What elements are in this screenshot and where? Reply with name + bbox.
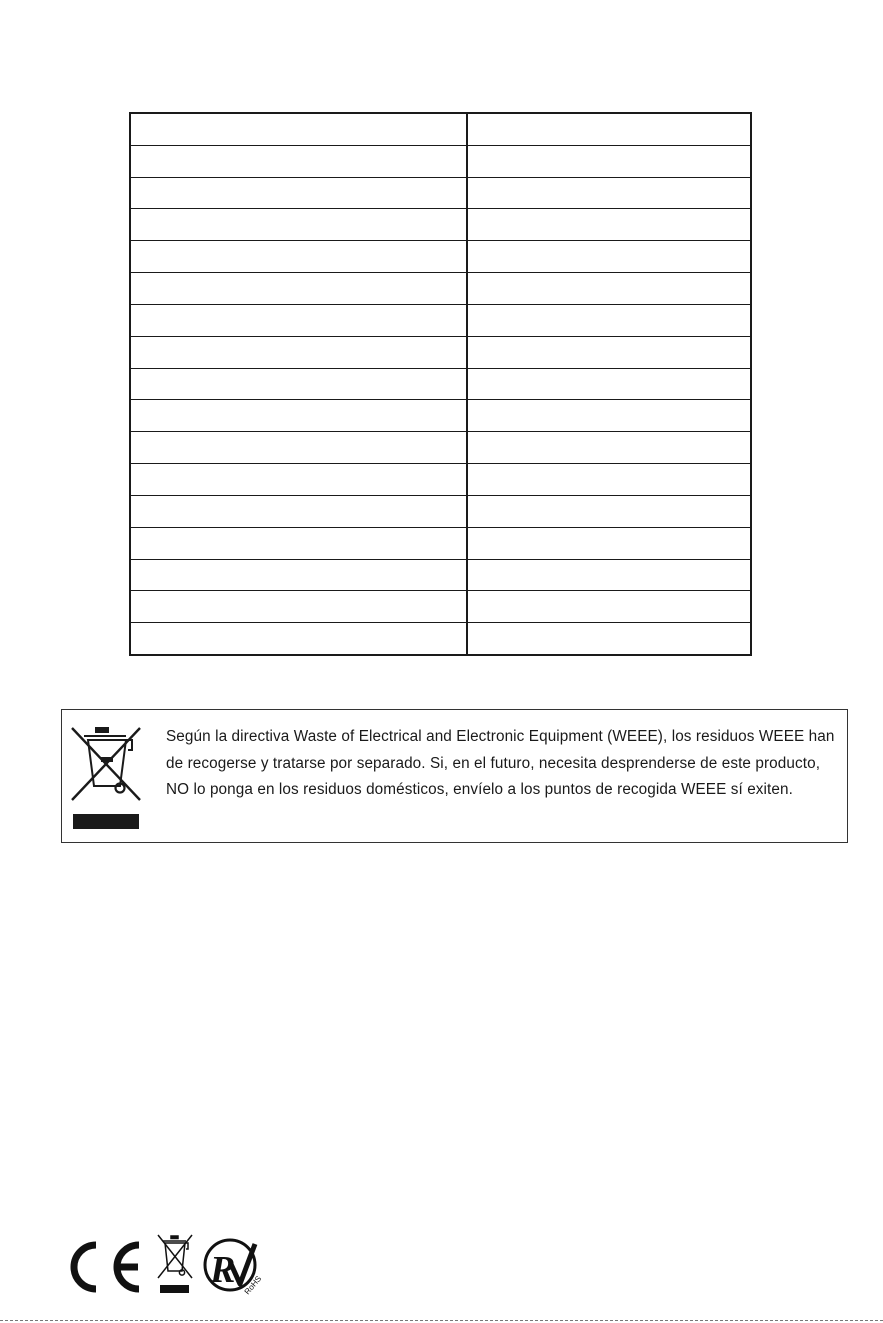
table-cell-label [131,178,468,209]
table-row [131,464,750,496]
table-cell-value [468,241,750,272]
table-cell-label [131,432,468,463]
table-cell-value [468,114,750,145]
table-row [131,432,750,464]
table-cell-value [468,591,750,622]
table-row [131,273,750,305]
weee-notice-text: Según la directiva Waste of Electrical and Electronic Equipment (WEEE), los residuos WEEE han de recogerse y tratarse por separado. Si, en el futuro, necesita desprenderse de este producto, NO lo ponga en los residuos domésticos, envíelo a los puntos de recogida WEEE sí exiten. [166,728,835,798]
table-cell-value [468,623,750,654]
table-cell-label [131,496,468,527]
table-cell-label [131,560,468,591]
table-cell-label [131,623,468,654]
table-cell-value [468,432,750,463]
rohs-mark-icon [205,1240,263,1296]
certification-marks [64,1234,284,1300]
table-cell-value [468,369,750,400]
table-row [131,241,750,273]
table-cell-label [131,273,468,304]
table-row [131,146,750,178]
table-row [131,209,750,241]
table-cell-value [468,209,750,240]
ce-mark-icon [74,1245,139,1289]
spec-table [129,112,752,656]
table-row [131,178,750,210]
table-cell-value [468,528,750,559]
table-cell-value [468,146,750,177]
table-cell-label [131,369,468,400]
table-row [131,369,750,401]
table-cell-label [131,209,468,240]
table-cell-value [468,337,750,368]
table-cell-label [131,337,468,368]
table-cell-value [468,464,750,495]
table-cell-label [131,400,468,431]
table-cell-label [131,114,468,145]
page-bottom-rule [0,1320,883,1321]
crossed-out-wheelie-bin-icon [70,722,144,834]
table-cell-value [468,305,750,336]
table-cell-label [131,305,468,336]
table-cell-label [131,464,468,495]
table-cell-label [131,591,468,622]
table-cell-value [468,273,750,304]
table-cell-value [468,560,750,591]
table-row [131,560,750,592]
table-cell-label [131,241,468,272]
table-cell-value [468,496,750,527]
rohs-label: RoHS [242,1274,264,1297]
table-row [131,528,750,560]
table-cell-value [468,400,750,431]
table-row [131,114,750,146]
svg-text:R: R [210,1249,236,1291]
table-row [131,591,750,623]
table-row [131,305,750,337]
crossed-out-wheelie-bin-icon [158,1235,192,1293]
table-row [131,337,750,369]
table-cell-value [468,178,750,209]
table-cell-label [131,528,468,559]
weee-notice [61,709,848,843]
table-cell-label [131,146,468,177]
table-row [131,496,750,528]
table-row [131,400,750,432]
table-row [131,623,750,654]
